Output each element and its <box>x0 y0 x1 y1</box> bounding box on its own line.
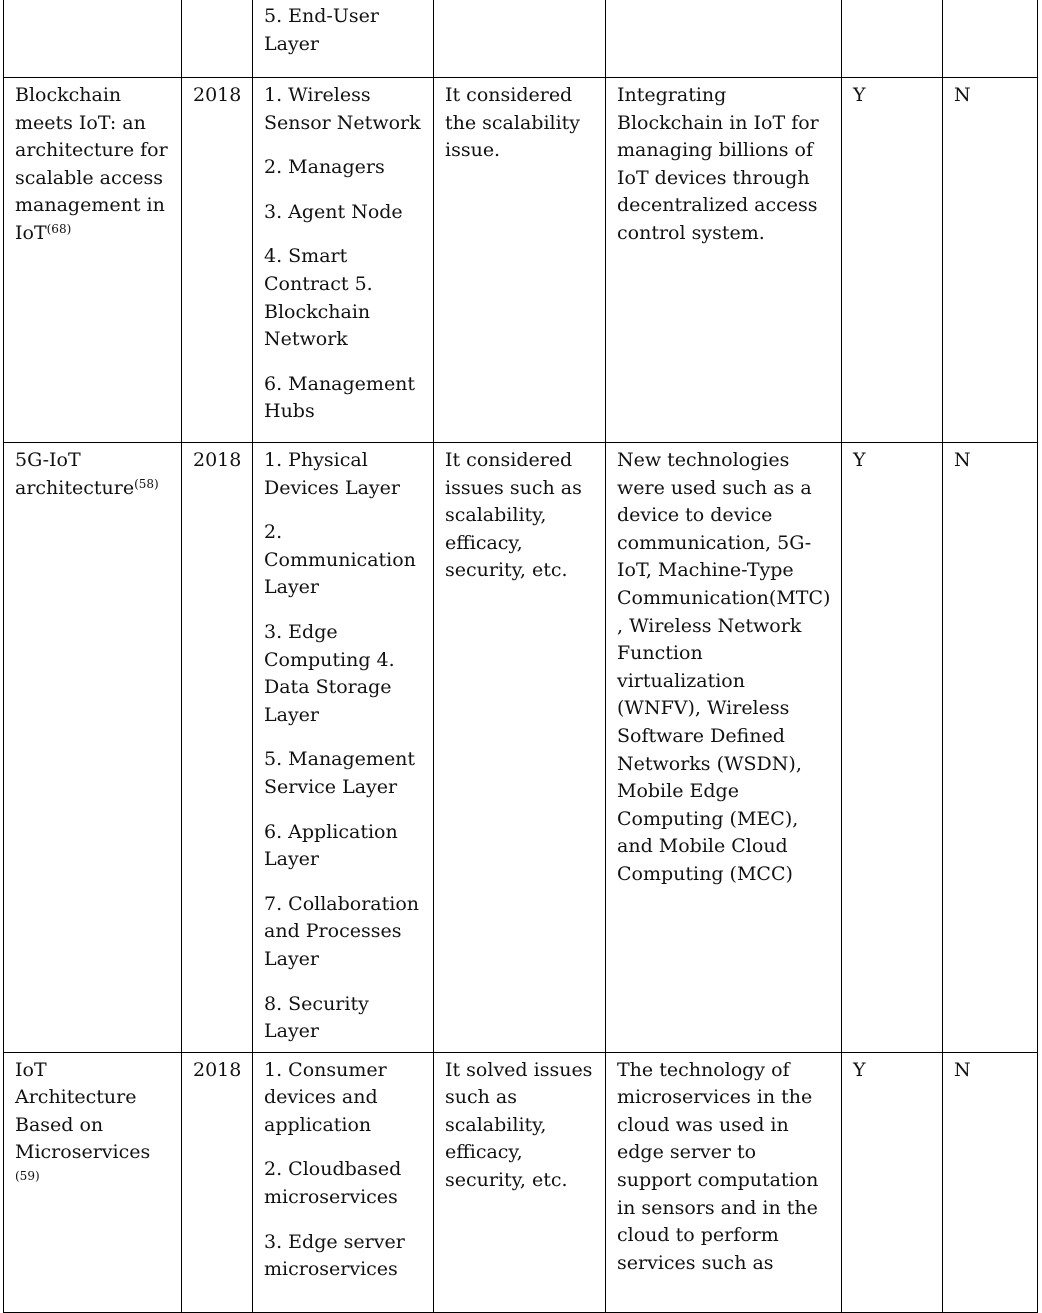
component-item: 2. Communication Layer <box>264 521 416 599</box>
flag-cell-1 <box>842 443 943 1053</box>
flag-cell-2 <box>943 443 1038 1053</box>
year-cell <box>182 0 253 78</box>
components-cell <box>253 443 434 1053</box>
component-item: 6. Application Layer <box>264 820 398 871</box>
components-list <box>264 3 423 58</box>
flag-cell-2 <box>943 78 1038 443</box>
flag-cell-1 <box>842 78 943 443</box>
issues-text: It solved issues such as scalability, efficacy, security, etc. <box>445 1058 593 1192</box>
issues-cell <box>434 0 606 78</box>
title-cell <box>4 443 182 1053</box>
year-value: 2018 <box>193 1058 242 1081</box>
components-cell <box>253 0 434 78</box>
component-item: 5. Management Service Layer <box>264 748 416 798</box>
issues-cell <box>434 1052 606 1312</box>
flag-value: N <box>954 449 971 471</box>
architecture-title: Blockchain meets IoT: an architecture for scalable access management in IoT <box>15 84 168 244</box>
component-item: 2. Cloudbased microservices <box>264 1158 402 1209</box>
description-cell <box>606 0 842 78</box>
year-cell <box>182 1052 253 1312</box>
flag-value: Y <box>853 84 866 106</box>
description-text: Integrating Blockchain in IoT for managing billions of IoT devices through decentralized access control system. <box>617 84 819 244</box>
component-item: 3. Edge Computing 4. Data Storage Layer <box>264 620 395 726</box>
description-cell <box>606 443 842 1053</box>
component-item: 1. Physical Devices Layer <box>264 449 400 499</box>
issues-cell <box>434 78 606 443</box>
issues-cell <box>434 443 606 1053</box>
reference-number: (58) <box>134 476 159 491</box>
year-cell <box>182 78 253 443</box>
components-list <box>264 1057 423 1284</box>
issues-text: It considered the scalability issue. <box>445 84 581 162</box>
year-value: 2018 <box>193 84 242 106</box>
component-item: 6. Management Hubs <box>264 372 416 423</box>
components-list <box>264 447 423 1046</box>
title-cell <box>4 1052 182 1312</box>
components-list <box>264 82 423 426</box>
flag-cell-2 <box>943 0 1038 78</box>
year-cell <box>182 443 253 1053</box>
architecture-comparison-table <box>3 0 1038 1313</box>
component-item: 7. Collaboration and Processes Layer <box>264 892 420 970</box>
year-value: 2018 <box>193 449 242 471</box>
component-item: 4. Smart Contract 5. Blockchain Network <box>264 245 373 351</box>
architecture-title: IoT Architecture Based on Microservices <box>15 1058 151 1164</box>
table-row <box>4 443 1038 1053</box>
component-item: 1. Consumer devices and application <box>264 1058 387 1136</box>
component-item: 1. Wireless Sensor Network <box>264 84 421 134</box>
flag-cell-2 <box>943 1052 1038 1312</box>
description-text: New technologies were used such as a device to device communication, 5G-IoT, Machine-Type Communication(MTC), Wireless Network Function virtualization (WNFV), Wireless Software Defined Networks (WSDN), Mobile Edge Computing (MEC), and Mobile Cloud Computing (MCC) <box>617 449 831 885</box>
architecture-title: 5G-IoT architecture <box>15 449 135 499</box>
reference-number: (59) <box>15 1169 40 1184</box>
component-item: 5. End-User Layer <box>264 5 379 55</box>
flag-value: N <box>954 1058 971 1081</box>
components-cell <box>253 1052 434 1312</box>
component-item: 3. Edge server microservices <box>264 1230 405 1281</box>
reference-number: (68) <box>46 221 72 236</box>
flag-cell-1 <box>842 0 943 78</box>
description-cell <box>606 1052 842 1312</box>
table-row <box>4 1052 1038 1312</box>
table-row <box>4 78 1038 443</box>
component-item: 3. Agent Node <box>264 200 403 223</box>
component-item: 8. Security Layer <box>264 992 369 1043</box>
title-cell <box>4 0 182 78</box>
component-item: 2. Managers <box>264 156 385 179</box>
flag-cell-1 <box>842 1052 943 1312</box>
description-text: The technology of microservices in the cloud was used in edge server to support computation in sensors and in the cloud to perform services such as <box>617 1058 819 1274</box>
flag-value: N <box>954 84 971 106</box>
description-cell <box>606 78 842 443</box>
flag-value: Y <box>853 449 866 471</box>
title-cell <box>4 78 182 443</box>
components-cell <box>253 78 434 443</box>
issues-text: It considered issues such as scalability, efficacy, security, etc. <box>445 449 582 582</box>
table-row <box>4 0 1038 78</box>
flag-value: Y <box>853 1058 866 1081</box>
